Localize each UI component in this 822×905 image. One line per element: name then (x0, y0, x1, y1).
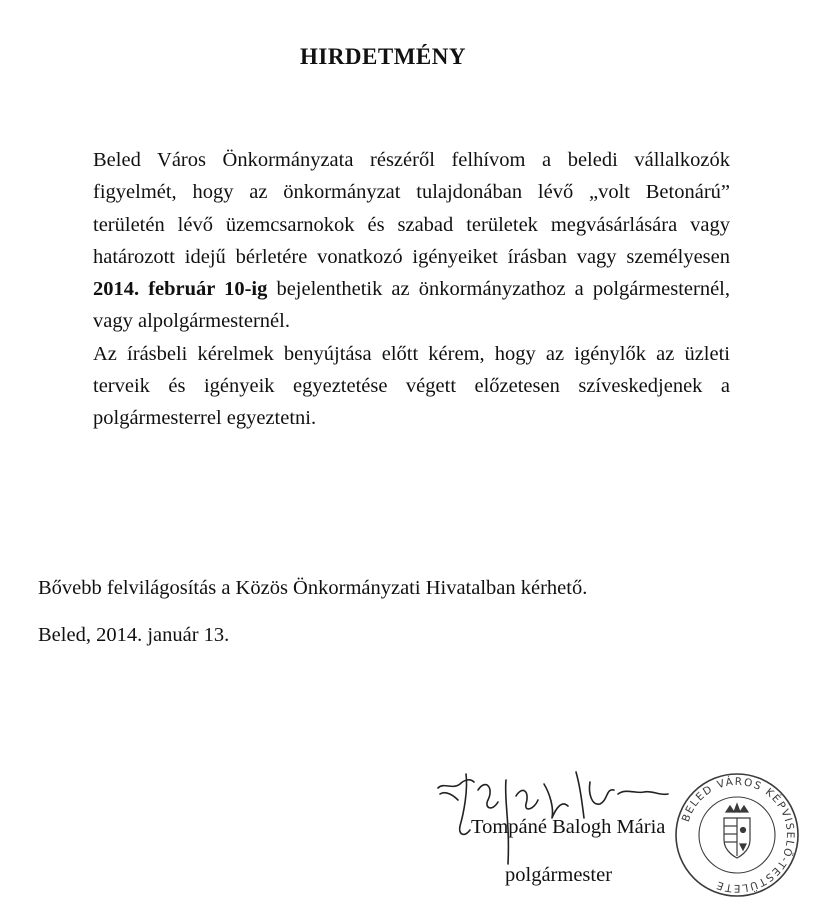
official-stamp (672, 770, 802, 900)
announcement-body (93, 144, 730, 435)
signer-name: Tompáné Balogh Mária (471, 816, 666, 838)
paragraph-1-text-start: Beled Város Önkormányzata részéről felhívom a beledi vállalkozók figyelmét, hogy az önkormányzat tulajdonában lévő „volt Betonárú” területén lévő üzemcsarnokok és szabad területek megvásárlására vagy határozott idejű bérletére vonatkozó igényeiket írásban vagy személyesen (93, 149, 730, 268)
stamp-outer-text: BELED VÁROS KÉPVISELŐ-TESTÜLETE (679, 775, 797, 895)
info-line: Bővebb felvilágosítás a Közös Önkormányzati Hivatalban kérhető. (38, 577, 588, 599)
signer-role: polgármester (505, 864, 613, 886)
announcement-paragraph-1 (93, 144, 730, 338)
handwritten-signature (430, 760, 690, 870)
date-line: Beled, 2014. január 13. (38, 624, 230, 646)
announcement-paragraph-2: Az írásbeli kérelmek benyújtása előtt kérem, hogy az igénylők az üzleti terveik és igényeik egyeztetése végett előzetesen szíveskedjenek a polgármesterrel egyeztetni. (93, 342, 730, 430)
paragraph-1-text-end: bejelenthetik az önkormányzathoz a polgármesternél, vagy alpolgármesternél. (93, 278, 731, 333)
document-title: HIRDETMÉNY (299, 44, 466, 69)
svg-text:BELED VÁROS KÉPVISELŐ-TESTÜLET (680, 775, 796, 894)
coat-of-arms-icon (724, 804, 750, 858)
deadline-date: 2014. február 10-ig (93, 278, 268, 301)
